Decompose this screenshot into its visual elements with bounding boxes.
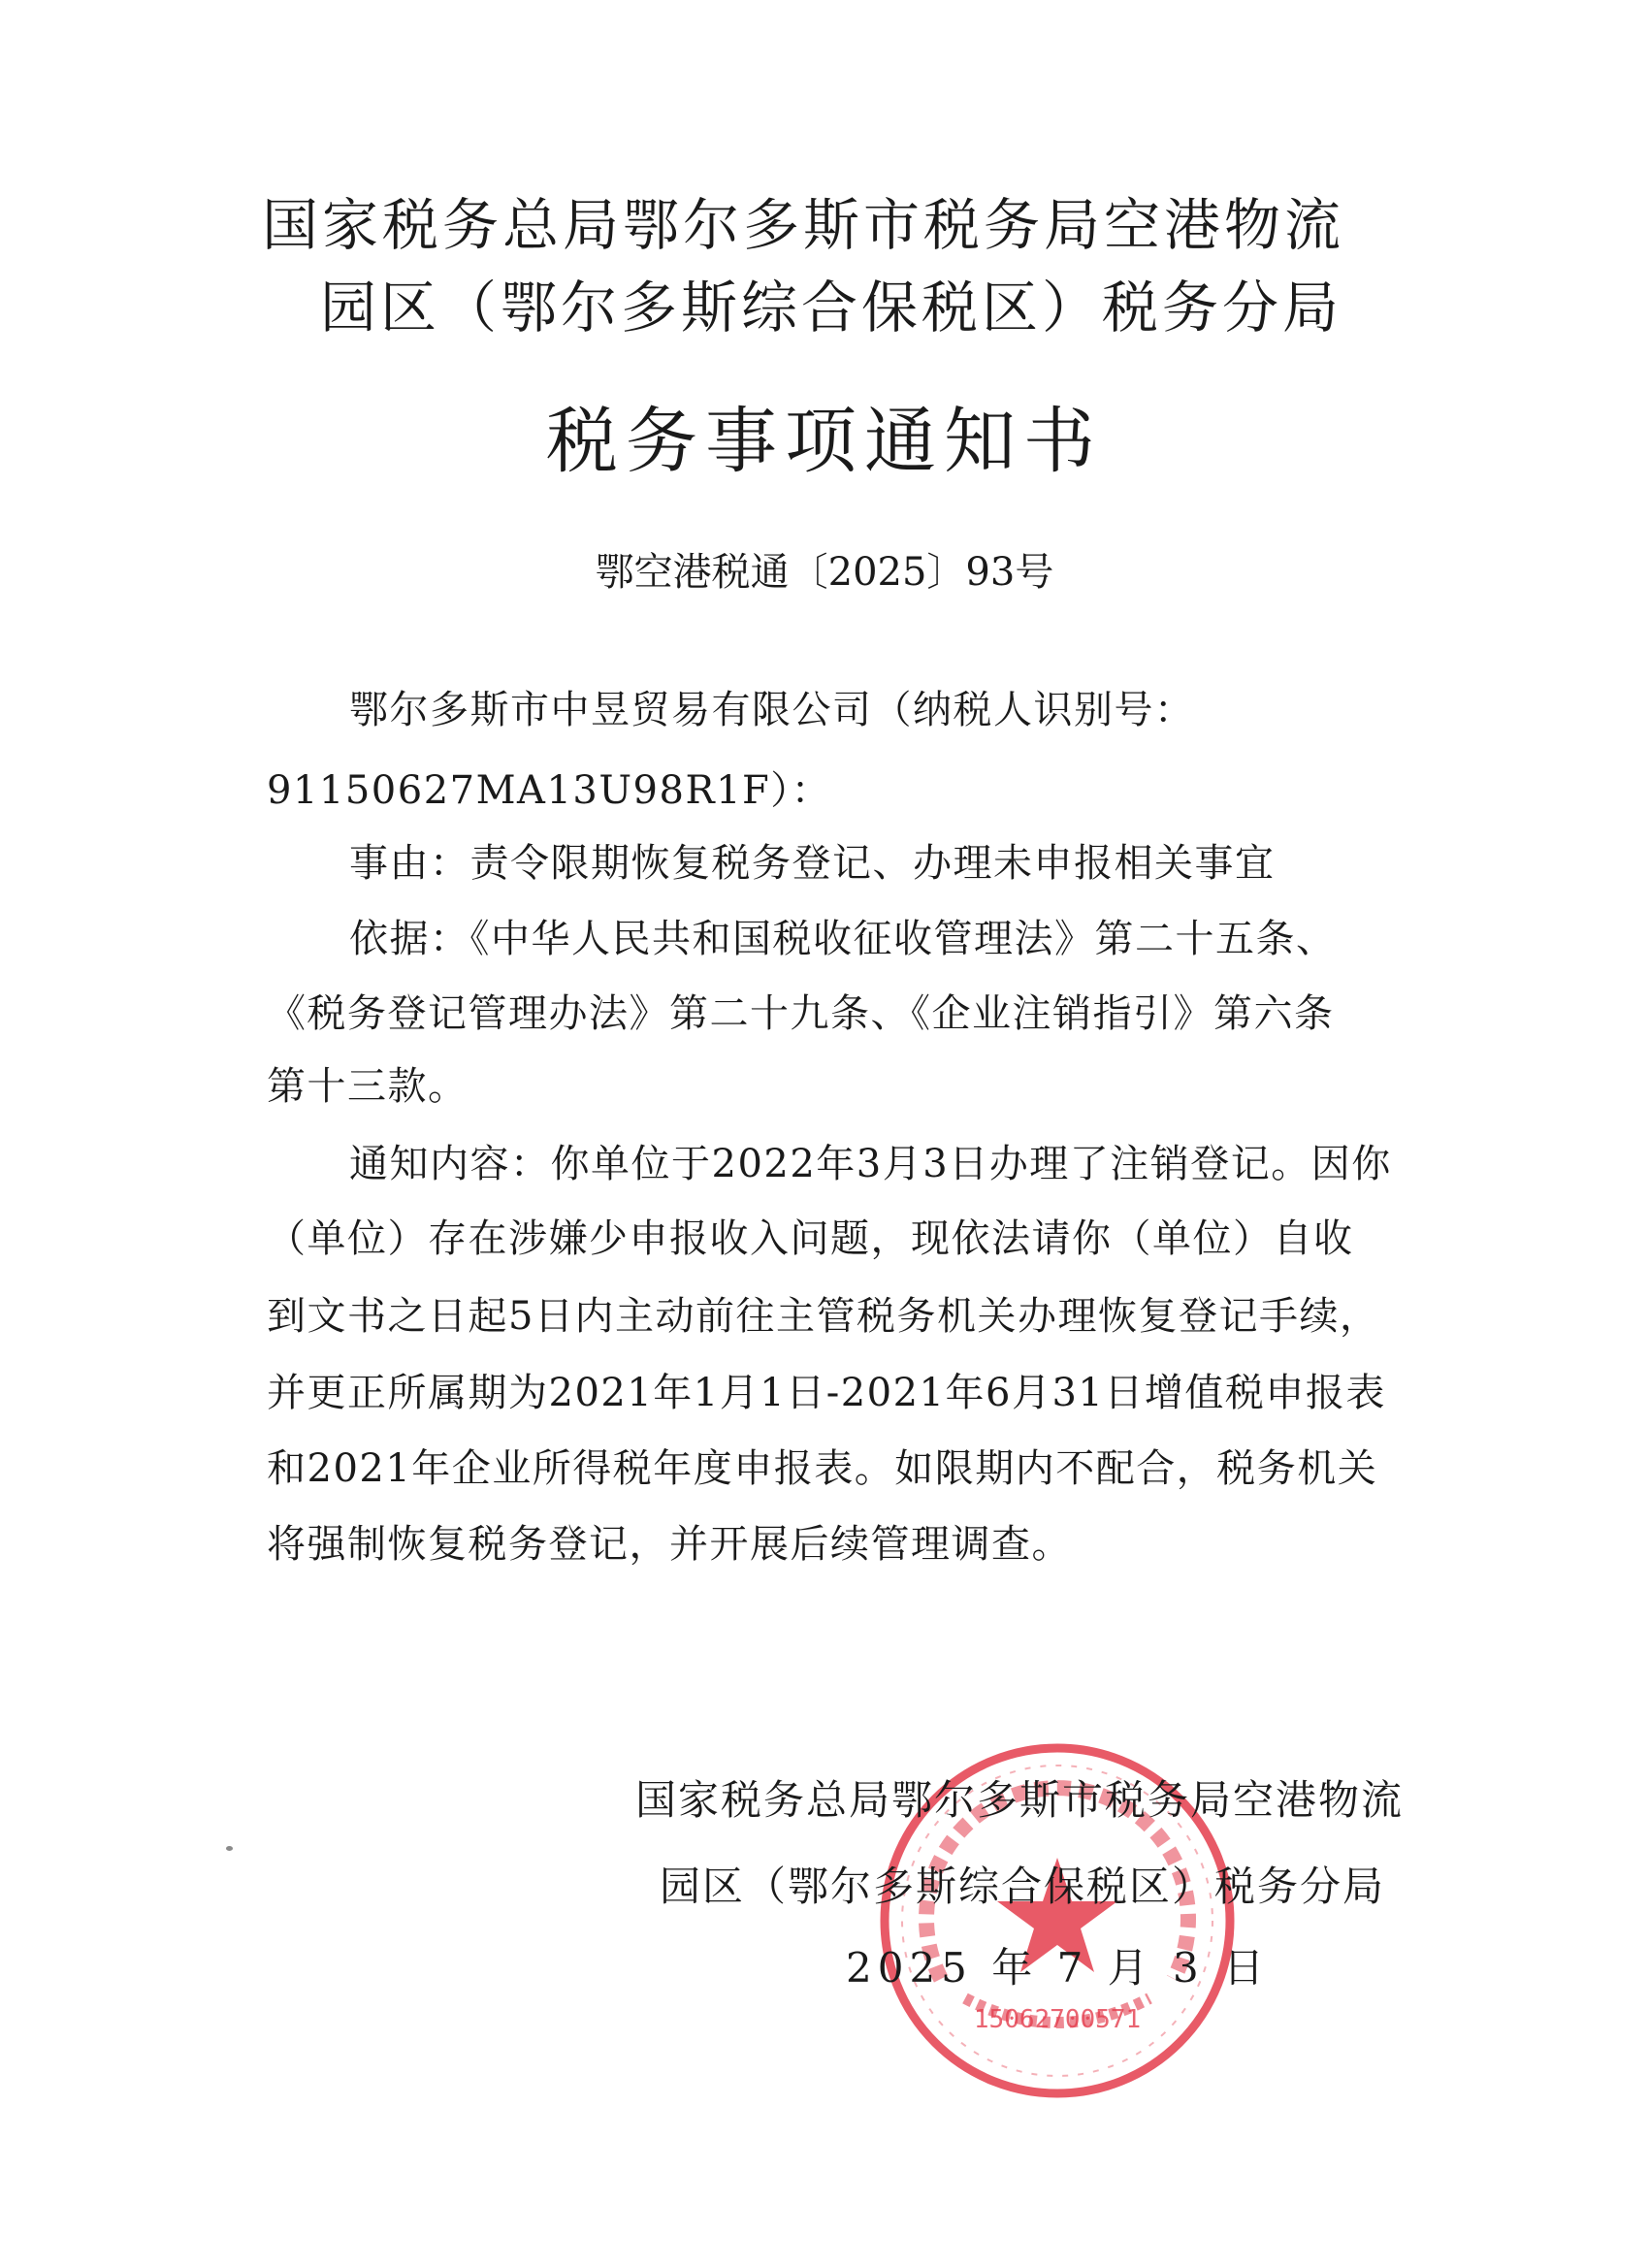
- issuer-title-line1: 国家税务总局鄂尔多斯市税务局空港物流: [262, 192, 1345, 258]
- seal-code: 15062700571: [973, 2005, 1142, 2034]
- content-line3: 到文书之日起5日内主动前往主管税务机关办理恢复登记手续，: [267, 1294, 1380, 1339]
- document-number: 鄂空港税通〔2025〕93号: [595, 550, 1054, 595]
- content-line6: 将强制恢复税务登记，并开展后续管理调查。: [267, 1522, 1072, 1567]
- reason-line: 事由：责令限期恢复税务登记、办理未申报相关事宜: [349, 841, 1276, 886]
- recipient-line1: 鄂尔多斯市中昱贸易有限公司（纳税人识别号：: [349, 688, 1195, 732]
- document-title: 税务事项通知书: [546, 400, 1103, 483]
- content-line2: （单位）存在涉嫌少申报收入问题，现依法请你（单位）自收: [267, 1216, 1354, 1261]
- signature-org-line2: 园区（鄂尔多斯综合保税区）税务分局: [660, 1863, 1386, 1910]
- content-line1: 通知内容：你单位于2022年3月3日办理了注销登记。因你: [349, 1142, 1392, 1186]
- basis-line3: 第十三款。: [267, 1064, 469, 1109]
- basis-line2: 《税务登记管理办法》第二十九条、《企业注销指引》第六条: [267, 991, 1335, 1036]
- issuer-title-line2: 园区（鄂尔多斯综合保税区）税务分局: [320, 275, 1343, 340]
- basis-line1: 依据：《中华人民共和国税收征收管理法》第二十五条、: [349, 917, 1337, 961]
- content-line5: 和2021年企业所得税年度申报表。如限期内不配合，税务机关: [267, 1446, 1378, 1491]
- content-line4: 并更正所属期为2021年1月1日-2021年6月31日增值税申报表: [267, 1371, 1386, 1415]
- signature-date: 2025 年 7 月 3 日: [846, 1944, 1271, 1992]
- signature-org-line1: 国家税务总局鄂尔多斯市税务局空港物流: [635, 1776, 1405, 1824]
- scan-speck: [226, 1846, 233, 1851]
- recipient-line2: 91150627MA13U98R1F）：: [267, 768, 832, 813]
